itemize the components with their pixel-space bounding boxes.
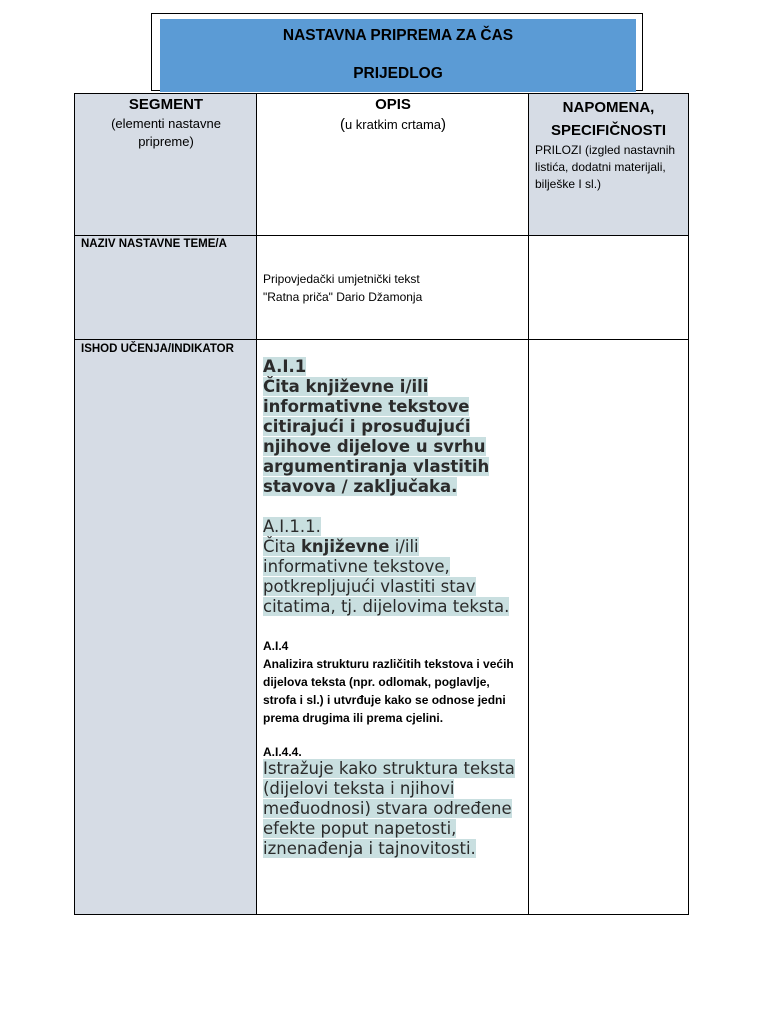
ishod-content	[263, 357, 525, 859]
napomena-title: NAPOMENA, SPECIFIČNOSTI	[550, 99, 666, 139]
outcome-a11-code: A.I.1	[263, 357, 307, 376]
tema-line-1: Pripovjedački umjetnički tekst	[263, 272, 420, 286]
opis-paren-close: )	[441, 116, 447, 133]
header-box	[151, 13, 643, 91]
napomena-header	[529, 96, 688, 193]
page-title: NASTAVNA PRIPREMA ZA ČAS	[282, 27, 514, 44]
outcome-a14-code: A.I.4	[263, 639, 289, 653]
divider	[75, 235, 688, 236]
opis-subtitle	[257, 113, 529, 134]
segment-column-bg	[75, 94, 257, 914]
indicator-a144-text: Istražuje kako struktura teksta (dijelovi teksta i njihovi međuodnosi) stvara određene efekte poput napetosti, iznenađenja i tajnovitosti.	[263, 759, 515, 858]
opis-paren-open: (	[339, 116, 345, 133]
napomena-subtitle: PRILOZI (izgled nastavnih listića, dodatni materijali, bilješke I sl.)	[535, 143, 676, 191]
outcome-a14-text: Analizira strukturu različitih tekstova i većih dijelova teksta (npr. odlomak, poglavlje, strofa i sl.) i utvrđuje kako se odnose jedni prema drugima ili prema cjelini.	[263, 657, 514, 725]
divider	[256, 94, 257, 914]
indicator-a111-bold: književne	[300, 537, 390, 556]
opis-header	[257, 96, 529, 134]
opis-subtitle-text: u kratkim crtama	[344, 117, 442, 132]
segment-subtitle: (elementi nastavne pripreme)	[111, 116, 221, 149]
outcome-a11-text: Čita književne i/ili informativne tekstove citirajući i prosuđujući njihove dijelove u svrhu argumentiranja vlastitih stavova / zaključaka.	[263, 377, 490, 496]
lesson-plan-table	[74, 93, 689, 915]
divider	[75, 339, 688, 340]
row-label-ishod: ISHOD UČENJA/INDIKATOR	[81, 343, 234, 355]
segment-header	[75, 96, 257, 151]
segment-title: SEGMENT	[128, 96, 204, 113]
divider	[528, 94, 529, 914]
page-subtitle: PRIJEDLOG	[353, 65, 443, 82]
tema-content	[263, 270, 523, 306]
indicator-a111	[263, 517, 525, 617]
outcome-a14	[263, 637, 525, 727]
header-band	[160, 19, 636, 92]
indicator-a111-code: A.I.1.1.	[263, 517, 321, 536]
outcome-a11	[263, 357, 525, 497]
row-label-tema: NAZIV NASTAVNE TEME/A	[81, 238, 227, 250]
indicator-a144-code: A.I.4.4.	[263, 745, 302, 759]
opis-title: OPIS	[375, 96, 411, 113]
indicator-a111-pre: Čita	[263, 537, 301, 556]
indicator-a144	[263, 743, 525, 859]
indicator-a111-post: i/ili informativne tekstove, potkrepljujući vlastiti stav citatima, tj. dijelovima teksta.	[263, 537, 510, 616]
tema-line-2: "Ratna priča" Dario Džamonja	[263, 290, 423, 304]
